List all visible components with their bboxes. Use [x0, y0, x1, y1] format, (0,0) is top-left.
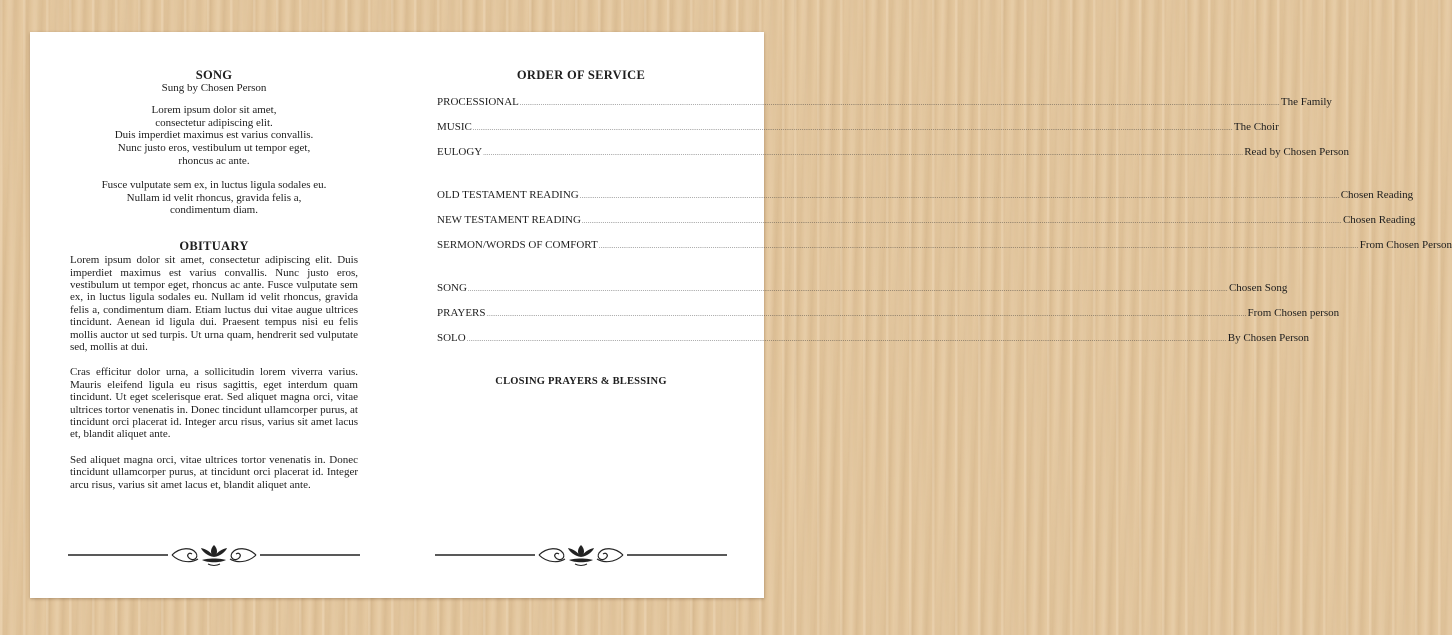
- service-row: [437, 145, 1350, 170]
- service-row: [437, 238, 1452, 263]
- obituary-paragraph: Sed aliquet magna orci, vitae ultrices tortor venenatis in. Donec tincidunt ullamcorper purus, at tincidunt orci placerat id. Integer arcu risus, varius sit amet lacus et, blandit aliquet ante.: [70, 453, 358, 491]
- service-person: From Chosen person: [1247, 307, 1340, 319]
- service-item: SOLO: [437, 332, 466, 344]
- obituary-paragraph: Lorem ipsum dolor sit amet, consectetur adipiscing elit. Duis imperdiet maximus est varius convallis. Nunc justo eros, vestibulum ut tempor eget, rhoncus ac ante. Fusce vulputate sem ex, in luctus ligula sodales eu. Nullam id velit rhoncus, gravida felis a, condimentum diam. Etiam luctus dui vitae augue ultrices tincidunt. Aenean id ligula dui. Praesent tempus nisi eu felis mollis auctor ut sed turpis. Ut urna quam, hendrerit sed vulputate sed, mollis at dui.: [70, 254, 358, 354]
- dot-leader: ................................................................................................................................................................................................................................................................................................................................................................................................................: [466, 337, 1227, 343]
- dot-leader: ................................................................................................................................................................................................................................................................................................................................................................................................................: [579, 194, 1340, 200]
- right-page: [437, 68, 1452, 387]
- lyric-line: Lorem ipsum dolor sit amet,: [151, 103, 277, 116]
- lyric-line: Nunc justo eros, vestibulum ut tempor eget,: [117, 142, 311, 155]
- song-stanza-2: [70, 179, 358, 217]
- song-title: SONG: [195, 68, 233, 82]
- dot-leader: ................................................................................................................................................................................................................................................................................................................................................................................................................: [581, 219, 1342, 225]
- service-row: [437, 331, 1310, 356]
- lyric-line: Nullam id velit rhoncus, gravida felis a,: [126, 191, 302, 204]
- service-row: [437, 281, 1288, 306]
- closing-prayers-heading: CLOSING PRAYERS & BLESSING: [495, 376, 667, 387]
- dot-leader: ................................................................................................................................................................................................................................................................................................................................................................................................................: [467, 287, 1228, 293]
- service-row: [437, 120, 1279, 145]
- program-sheet: [30, 32, 1452, 598]
- dot-leader: ................................................................................................................................................................................................................................................................................................................................................................................................................: [519, 101, 1280, 107]
- service-item: NEW TESTAMENT READING: [437, 214, 581, 226]
- service-item: OLD TESTAMENT READING: [437, 189, 579, 201]
- order-of-service-title: ORDER OF SERVICE: [516, 68, 646, 82]
- service-row: [437, 213, 1416, 238]
- left-page: [70, 68, 358, 504]
- flourish-divider-icon: [68, 543, 360, 567]
- service-item: MUSIC: [437, 121, 472, 133]
- service-row: [437, 95, 1332, 120]
- service-item: EULOGY: [437, 146, 483, 158]
- service-person: Chosen Reading: [1342, 214, 1416, 226]
- obituary-paragraph: Cras efficitur dolor urna, a sollicitudin lorem viverra varius. Mauris eleifend ligula eu risus sagittis, eget interdum quam tincidunt. Ut eget scelerisque erat. Sed aliquet magna orci, vitae ultrices tortor venenatis in. Donec tincidunt ullamcorper purus, at tincidunt orci placerat id. Integer arcu risus, varius sit amet lacus et, blandit aliquet ante.: [70, 366, 358, 441]
- dot-leader: ................................................................................................................................................................................................................................................................................................................................................................................................................: [483, 151, 1244, 157]
- lyric-line: Duis imperdiet maximus est varius convallis.: [114, 129, 314, 142]
- lyric-line: Fusce vulputate sem ex, in luctus ligula sodales eu.: [101, 178, 327, 191]
- lyric-line: condimentum diam.: [170, 204, 258, 217]
- service-person: Read by Chosen Person: [1244, 146, 1350, 158]
- dot-leader: ................................................................................................................................................................................................................................................................................................................................................................................................................: [472, 126, 1233, 132]
- service-person: From Chosen Person: [1359, 239, 1452, 251]
- obituary-title: OBITUARY: [179, 239, 249, 254]
- service-item: SONG: [437, 282, 467, 294]
- service-person: Chosen Reading: [1340, 189, 1414, 201]
- service-person: The Family: [1280, 96, 1332, 108]
- service-item: PROCESSIONAL: [437, 96, 519, 108]
- lyric-line: consectetur adipiscing elit.: [155, 116, 273, 129]
- service-row: [437, 188, 1414, 213]
- flourish-divider-icon: [435, 543, 727, 567]
- service-person: The Choir: [1233, 121, 1279, 133]
- song-subtitle: Sung by Chosen Person: [161, 82, 267, 94]
- song-stanza-1: [70, 104, 358, 168]
- dot-leader: ................................................................................................................................................................................................................................................................................................................................................................................................................: [598, 244, 1359, 250]
- service-item: PRAYERS: [437, 307, 486, 319]
- lyric-line: rhoncus ac ante.: [178, 154, 250, 167]
- service-row: [437, 306, 1340, 331]
- dot-leader: ................................................................................................................................................................................................................................................................................................................................................................................................................: [486, 312, 1247, 318]
- service-item: SERMON/WORDS OF COMFORT: [437, 239, 598, 251]
- service-person: Chosen Song: [1228, 282, 1288, 294]
- service-person: By Chosen Person: [1227, 332, 1310, 344]
